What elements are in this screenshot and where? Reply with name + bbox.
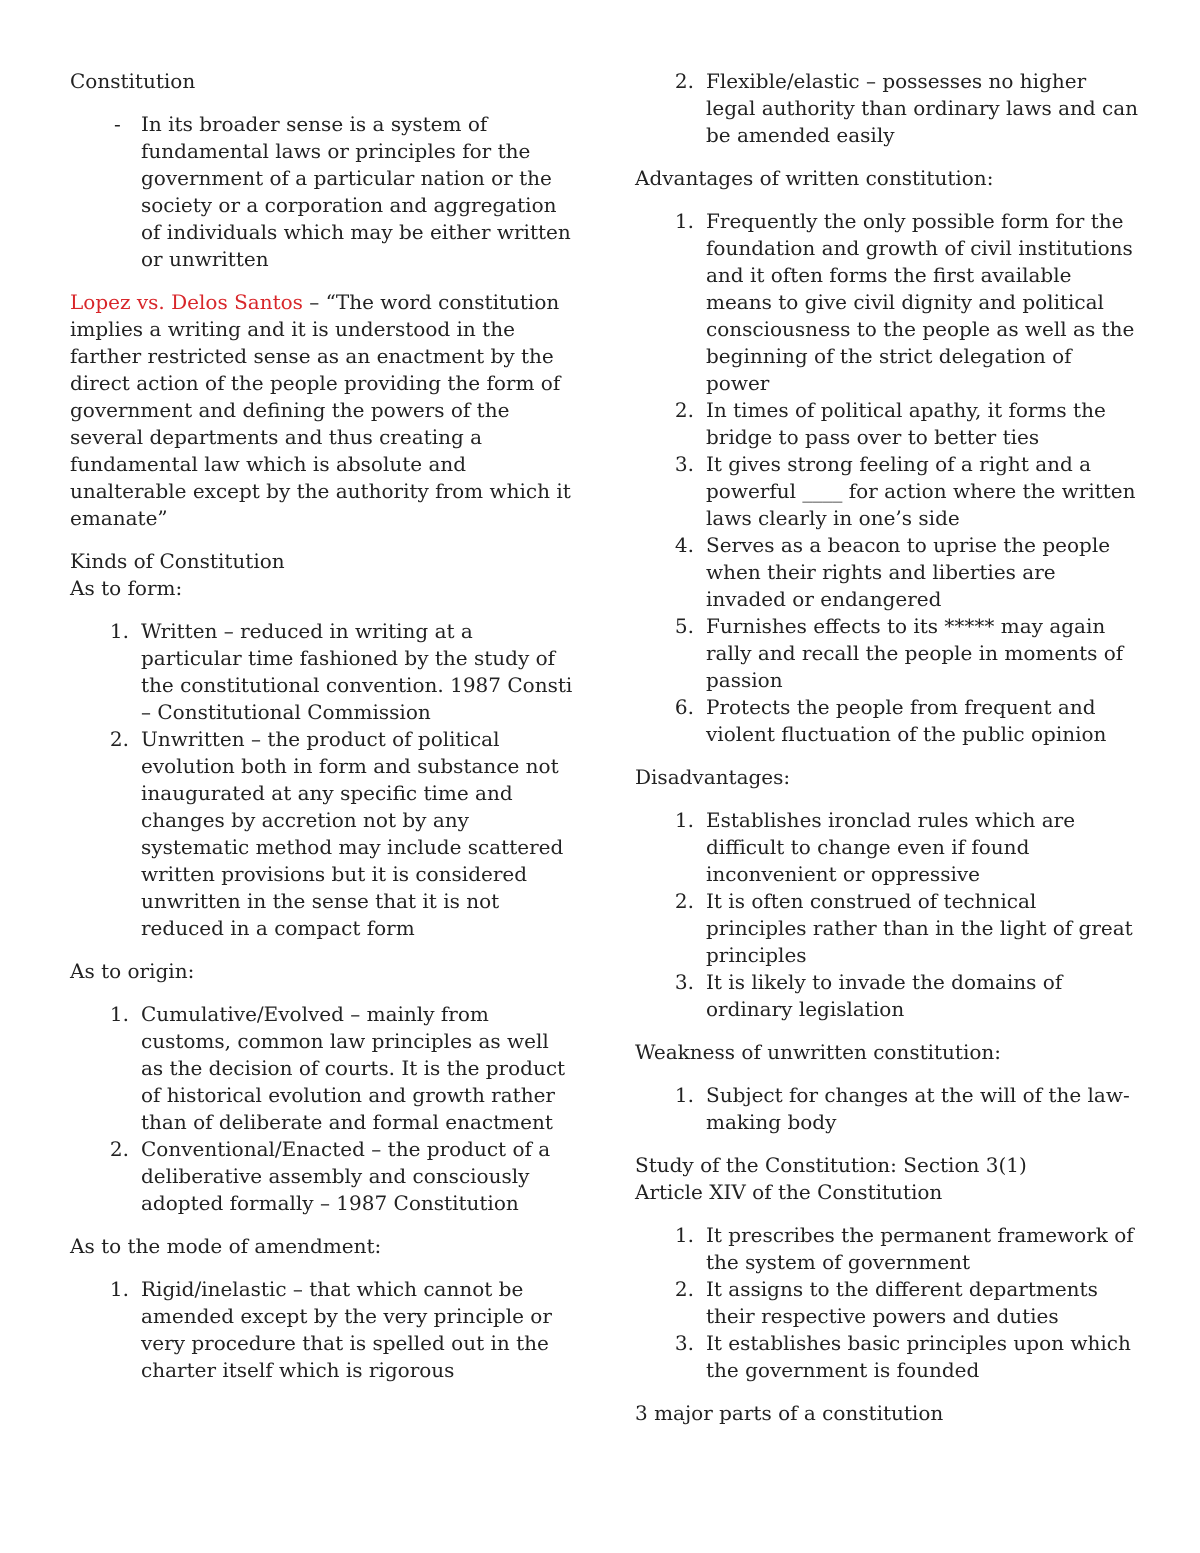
case-name: Lopez vs. Delos Santos	[70, 290, 303, 314]
list-item: 1. Establishes ironclad rules which are difficult to change even if found inconvenient or oppressive	[674, 808, 1076, 886]
kinds-heading: Kinds of Constitution	[70, 549, 285, 573]
list-item: 1. Written – reduced in writing at a particular time fashioned by the study of the constitutional convention. 1987 Consti – Constitutional Commission	[109, 619, 573, 724]
case-text: – “The word constitution implies a writing and it is understood in the farther restricted sense as an enactment by the direct action of the people providing the form of government and defining the powers of the several departments and thus creating a fundamental law which is absolute and unalterable except by the authority from which it emanate”	[70, 290, 571, 530]
list-item: 1. Frequently the only possible form for the foundation and growth of civil institutions and it often forms the first available means to give civil dignity and political consciousness to the people as well as the beginning of the strict delegation of power	[674, 209, 1135, 395]
definition-item: - In its broader sense is a system of fundamental laws or principles for the government of a particular nation or the society or a corporation and aggregation of individuals which may be either written or unwritten	[114, 112, 571, 271]
list-item: 2. Conventional/Enacted – the product of a deliberative assembly and consciously adopted formally – 1987 Constitution	[109, 1137, 551, 1215]
origin-heading: As to origin:	[70, 959, 195, 983]
list-item: 3. It is likely to invade the domains of ordinary legislation	[674, 970, 1063, 1021]
list-item: 1. It prescribes the permanent framework of the system of government	[674, 1223, 1134, 1274]
definition-text: In its broader sense is a system of fundamental laws or principles for the government of a particular nation or the society or a corporation and aggregation of individuals which may be either written or unwritten	[141, 112, 571, 271]
origin-list	[70, 1001, 575, 1217]
list-item: 2. Flexible/elastic – possesses no higher legal authority than ordinary laws and can be amended easily	[674, 69, 1139, 147]
right-column	[635, 68, 1140, 1443]
amendment-list-continued	[635, 68, 1140, 149]
study-heading-line-2: Article XIV of the Constitution	[635, 1180, 943, 1204]
disadvantages-heading: Disadvantages:	[635, 765, 791, 789]
parts-heading: 3 major parts of a constitution	[635, 1401, 944, 1425]
advantages-list	[635, 208, 1140, 748]
list-item: 2. It is often construed of technical principles rather than in the light of great principles	[674, 889, 1133, 967]
weakness-heading: Weakness of unwritten constitution:	[635, 1040, 1002, 1064]
definition-list	[70, 111, 575, 273]
study-list	[635, 1222, 1140, 1384]
list-item: 1. Subject for changes at the will of the law-making body	[674, 1083, 1130, 1134]
list-item: 2. In times of political apathy, it forms the bridge to pass over to better ties	[674, 398, 1106, 449]
weakness-list	[635, 1082, 1140, 1136]
list-item: 5. Furnishes effects to its ***** may again rally and recall the people in moments of passion	[674, 614, 1124, 692]
list-item: 6. Protects the people from frequent and violent fluctuation of the public opinion	[674, 695, 1107, 746]
amendment-list	[70, 1276, 575, 1384]
list-item: 2. It assigns to the different departments their respective powers and duties	[674, 1277, 1098, 1328]
list-item: 2. Unwritten – the product of political evolution both in form and substance not inaugurated at any specific time and changes by accretion not by any systematic method may include scattered written provisions but it is considered unwritten in the sense that it is not reduced in a compact form	[109, 727, 564, 940]
amendment-heading: As to the mode of amendment:	[70, 1234, 382, 1258]
advantages-heading: Advantages of written constitution:	[635, 166, 994, 190]
list-item: 1. Rigid/inelastic – that which cannot be amended except by the very principle or very procedure that is spelled out in the charter itself which is rigorous	[109, 1277, 552, 1382]
form-list	[70, 618, 575, 942]
list-item: 3. It gives strong feeling of a right and a powerful ____ for action where the written laws clearly in one’s side	[674, 452, 1136, 530]
form-heading: As to form:	[70, 576, 183, 600]
disadvantages-list	[635, 807, 1140, 1023]
case-quote	[70, 289, 575, 532]
section-title-constitution: Constitution	[70, 69, 196, 93]
study-heading-line-1: Study of the Constitution: Section 3(1)	[635, 1153, 1027, 1177]
list-item: 1. Cumulative/Evolved – mainly from customs, common law principles as well as the decision of courts. It is the product of historical evolution and growth rather than of deliberate and formal enactment	[109, 1002, 566, 1134]
list-item: 3. It establishes basic principles upon which the government is founded	[674, 1331, 1131, 1382]
list-item: 4. Serves as a beacon to uprise the people when their rights and liberties are invaded or endangered	[674, 533, 1111, 611]
left-column	[70, 68, 575, 1400]
